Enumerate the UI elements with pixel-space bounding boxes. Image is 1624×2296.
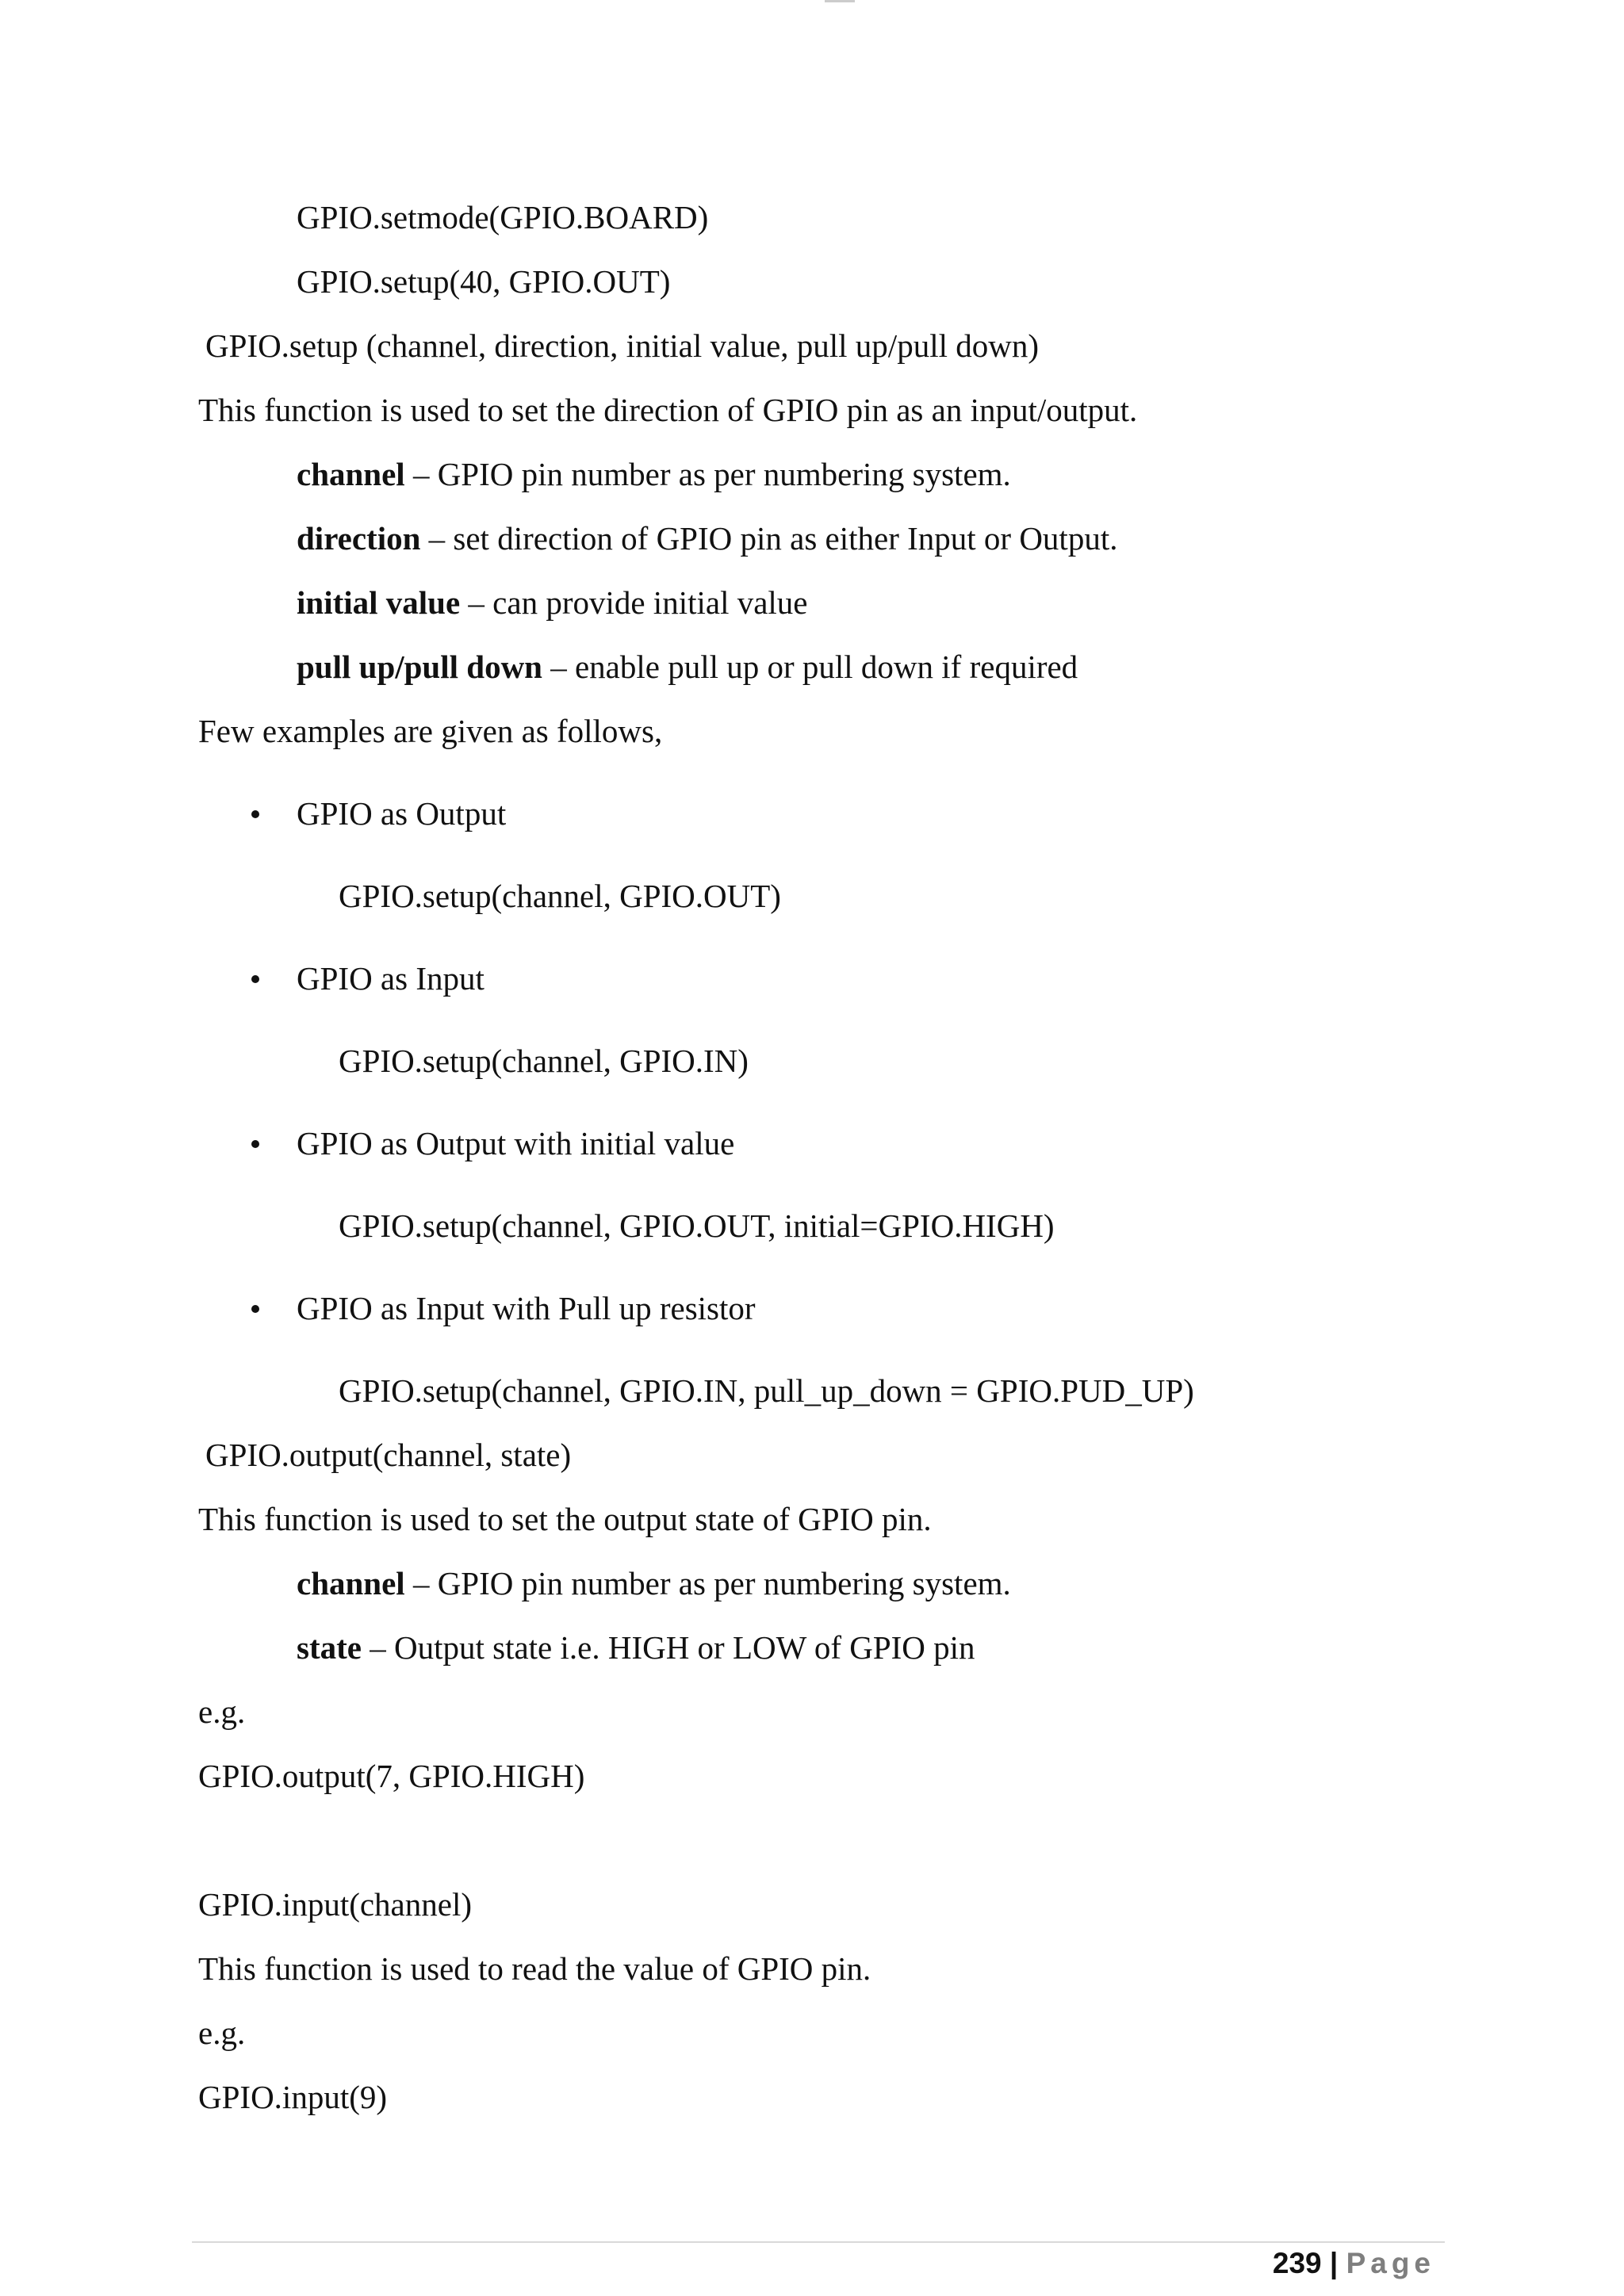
page-number: 239 bbox=[1272, 2247, 1322, 2279]
param-term: direction bbox=[297, 520, 421, 557]
param-term: initial value bbox=[297, 584, 461, 621]
param-desc: – GPIO pin number as per numbering system. bbox=[404, 456, 1011, 492]
page-label: Page bbox=[1346, 2247, 1435, 2279]
footer-divider bbox=[192, 2241, 1445, 2243]
example-title-output-initial: GPIO as Output with initial value bbox=[297, 1125, 735, 1161]
param-desc: – enable pull up or pull down if required bbox=[542, 649, 1078, 685]
output-param-state bbox=[297, 1628, 975, 1667]
example-code-input: GPIO.setup(channel, GPIO.IN) bbox=[339, 1043, 749, 1079]
param-desc: – can provide initial value bbox=[460, 584, 808, 621]
bullet-icon bbox=[251, 810, 259, 818]
top-edge-mark bbox=[825, 0, 855, 2]
param-desc: – set direction of GPIO pin as either Input or Output. bbox=[420, 520, 1118, 557]
input-signature: GPIO.input(channel) bbox=[198, 1886, 472, 1923]
code-setmode: GPIO.setmode(GPIO.BOARD) bbox=[297, 199, 709, 235]
setup-signature: GPIO.setup (channel, direction, initial value, pull up/pull down) bbox=[205, 327, 1039, 364]
setup-param-channel bbox=[297, 454, 1011, 494]
output-param-channel bbox=[297, 1563, 1011, 1603]
param-term: channel bbox=[297, 456, 405, 492]
setup-param-direction bbox=[297, 519, 1117, 558]
param-term: state bbox=[297, 1629, 362, 1666]
param-term: channel bbox=[297, 1565, 405, 1601]
param-term: pull up/pull down bbox=[297, 649, 542, 685]
output-description: This function is used to set the output state of GPIO pin. bbox=[198, 1501, 932, 1537]
eg-label: e.g. bbox=[198, 2015, 246, 2051]
setup-param-pull bbox=[297, 647, 1078, 687]
page-footer bbox=[1273, 2244, 1435, 2283]
example-title-input-pullup: GPIO as Input with Pull up resistor bbox=[297, 1290, 756, 1326]
param-desc: – GPIO pin number as per numbering system. bbox=[404, 1565, 1011, 1601]
bullet-icon bbox=[251, 1305, 259, 1313]
setup-description: This function is used to set the direction of GPIO pin as an input/output. bbox=[198, 392, 1138, 428]
example-code-output-initial: GPIO.setup(channel, GPIO.OUT, initial=GPIO.HIGH) bbox=[339, 1207, 1055, 1244]
input-example: GPIO.input(9) bbox=[198, 2079, 388, 2115]
footer-separator: | bbox=[1329, 2247, 1339, 2279]
bullet-icon bbox=[251, 975, 259, 983]
output-signature: GPIO.output(channel, state) bbox=[205, 1437, 572, 1473]
code-setup-40: GPIO.setup(40, GPIO.OUT) bbox=[297, 263, 671, 300]
examples-intro: Few examples are given as follows, bbox=[198, 713, 663, 749]
bullet-icon bbox=[251, 1140, 259, 1148]
example-code-input-pullup: GPIO.setup(channel, GPIO.IN, pull_up_down = GPIO.PUD_UP) bbox=[339, 1372, 1194, 1409]
setup-param-initial-value bbox=[297, 583, 808, 622]
param-desc: – Output state i.e. HIGH or LOW of GPIO pin bbox=[361, 1629, 975, 1666]
example-title-output: GPIO as Output bbox=[297, 795, 507, 832]
example-title-input: GPIO as Input bbox=[297, 960, 485, 997]
output-example: GPIO.output(7, GPIO.HIGH) bbox=[198, 1758, 585, 1794]
example-code-output: GPIO.setup(channel, GPIO.OUT) bbox=[339, 878, 781, 914]
eg-label: e.g. bbox=[198, 1693, 246, 1730]
input-description: This function is used to read the value of GPIO pin. bbox=[198, 1950, 871, 1987]
